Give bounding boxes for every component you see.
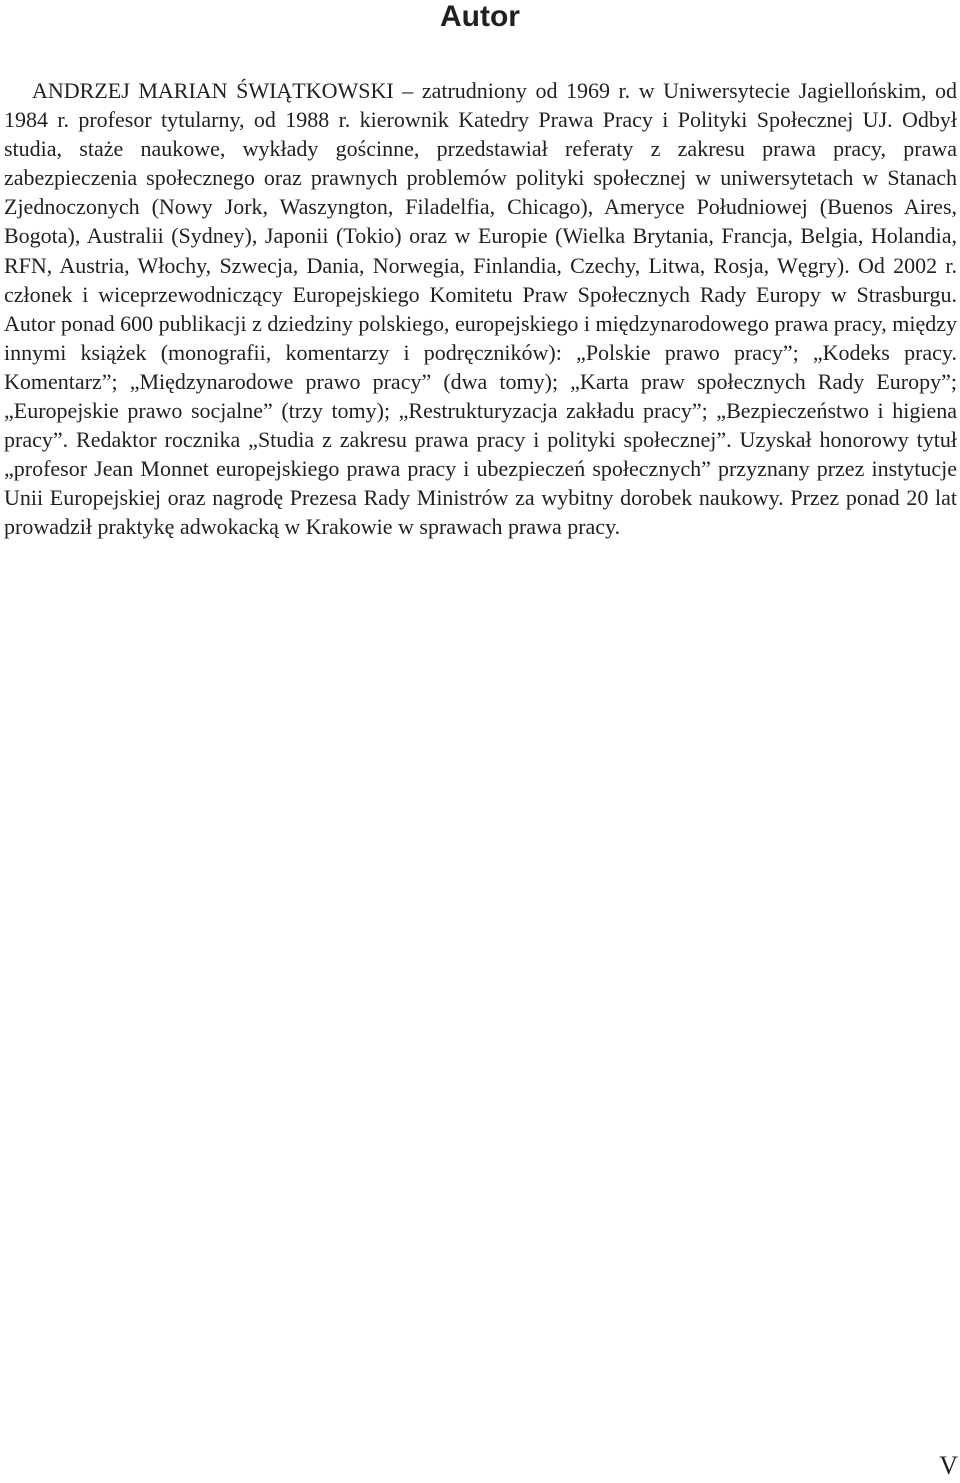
page-title: Autor	[440, 0, 520, 33]
author-biography: ANDRZEJ MARIAN ŚWIĄTKOWSKI – zatrudniony od 1969 r. w Uniwersytecie Jagiellońskim, od 1984 r. profesor tytularny, od 1988 r. kierownik Katedry Prawa Pracy i Polityki Społecznej UJ. Odbył studia, staże naukowe, wykłady gościnne, przedstawiał referaty z zakresu prawa pracy, prawa zabezpieczenia społecznego oraz prawnych problemów polityki społecznej w uniwersytetach w Stanach Zjednoczonych (Nowy Jork, Waszyngton, Filadelfia, Chicago), Ameryce Południowej (Buenos Aires, Bogota), Australii (Sydney), Japonii (Tokio) oraz w Europie (Wielka Brytania, Francja, Belgia, Holandia, RFN, Austria, Włochy, Szwecja, Dania, Norwegia, Finlandia, Czechy, Litwa, Rosja, Węgry). Od 2002 r. członek i wiceprzewodniczący Europejskiego Komitetu Praw Społecznych Rady Europy w Strasburgu. Autor ponad 600 publikacji z dziedziny polskiego, europejskiego i międzynarodowego prawa pracy, między innymi książek (monografii, komentarzy i podręczników): „Polskie prawo pracy”; „Kodeks pracy. Komentarz”; „Międzynarodowe prawo pracy” (dwa tomy); „Karta praw społecznych Rady Europy”; „Europejskie prawo socjalne” (trzy tomy); „Restrukturyzacja zakładu pracy”; „Bezpieczeństwo i higiena pracy”. Redaktor rocznika „Studia z zakresu prawa pracy i polityki społecznej”. Uzyskał honorowy tytuł „profesor Jean Monnet europejskiego prawa pracy i ubezpieczeń społecznych” przyznany przez instytucje Unii Europejskiej oraz nagrodę Prezesa Rady Ministrów za wybitny dorobek naukowy. Przez ponad 20 lat prowadził praktykę adwokacką w Krakowie w sprawach prawa pracy.	[4, 78, 957, 540]
page-number: V	[939, 1451, 958, 1480]
